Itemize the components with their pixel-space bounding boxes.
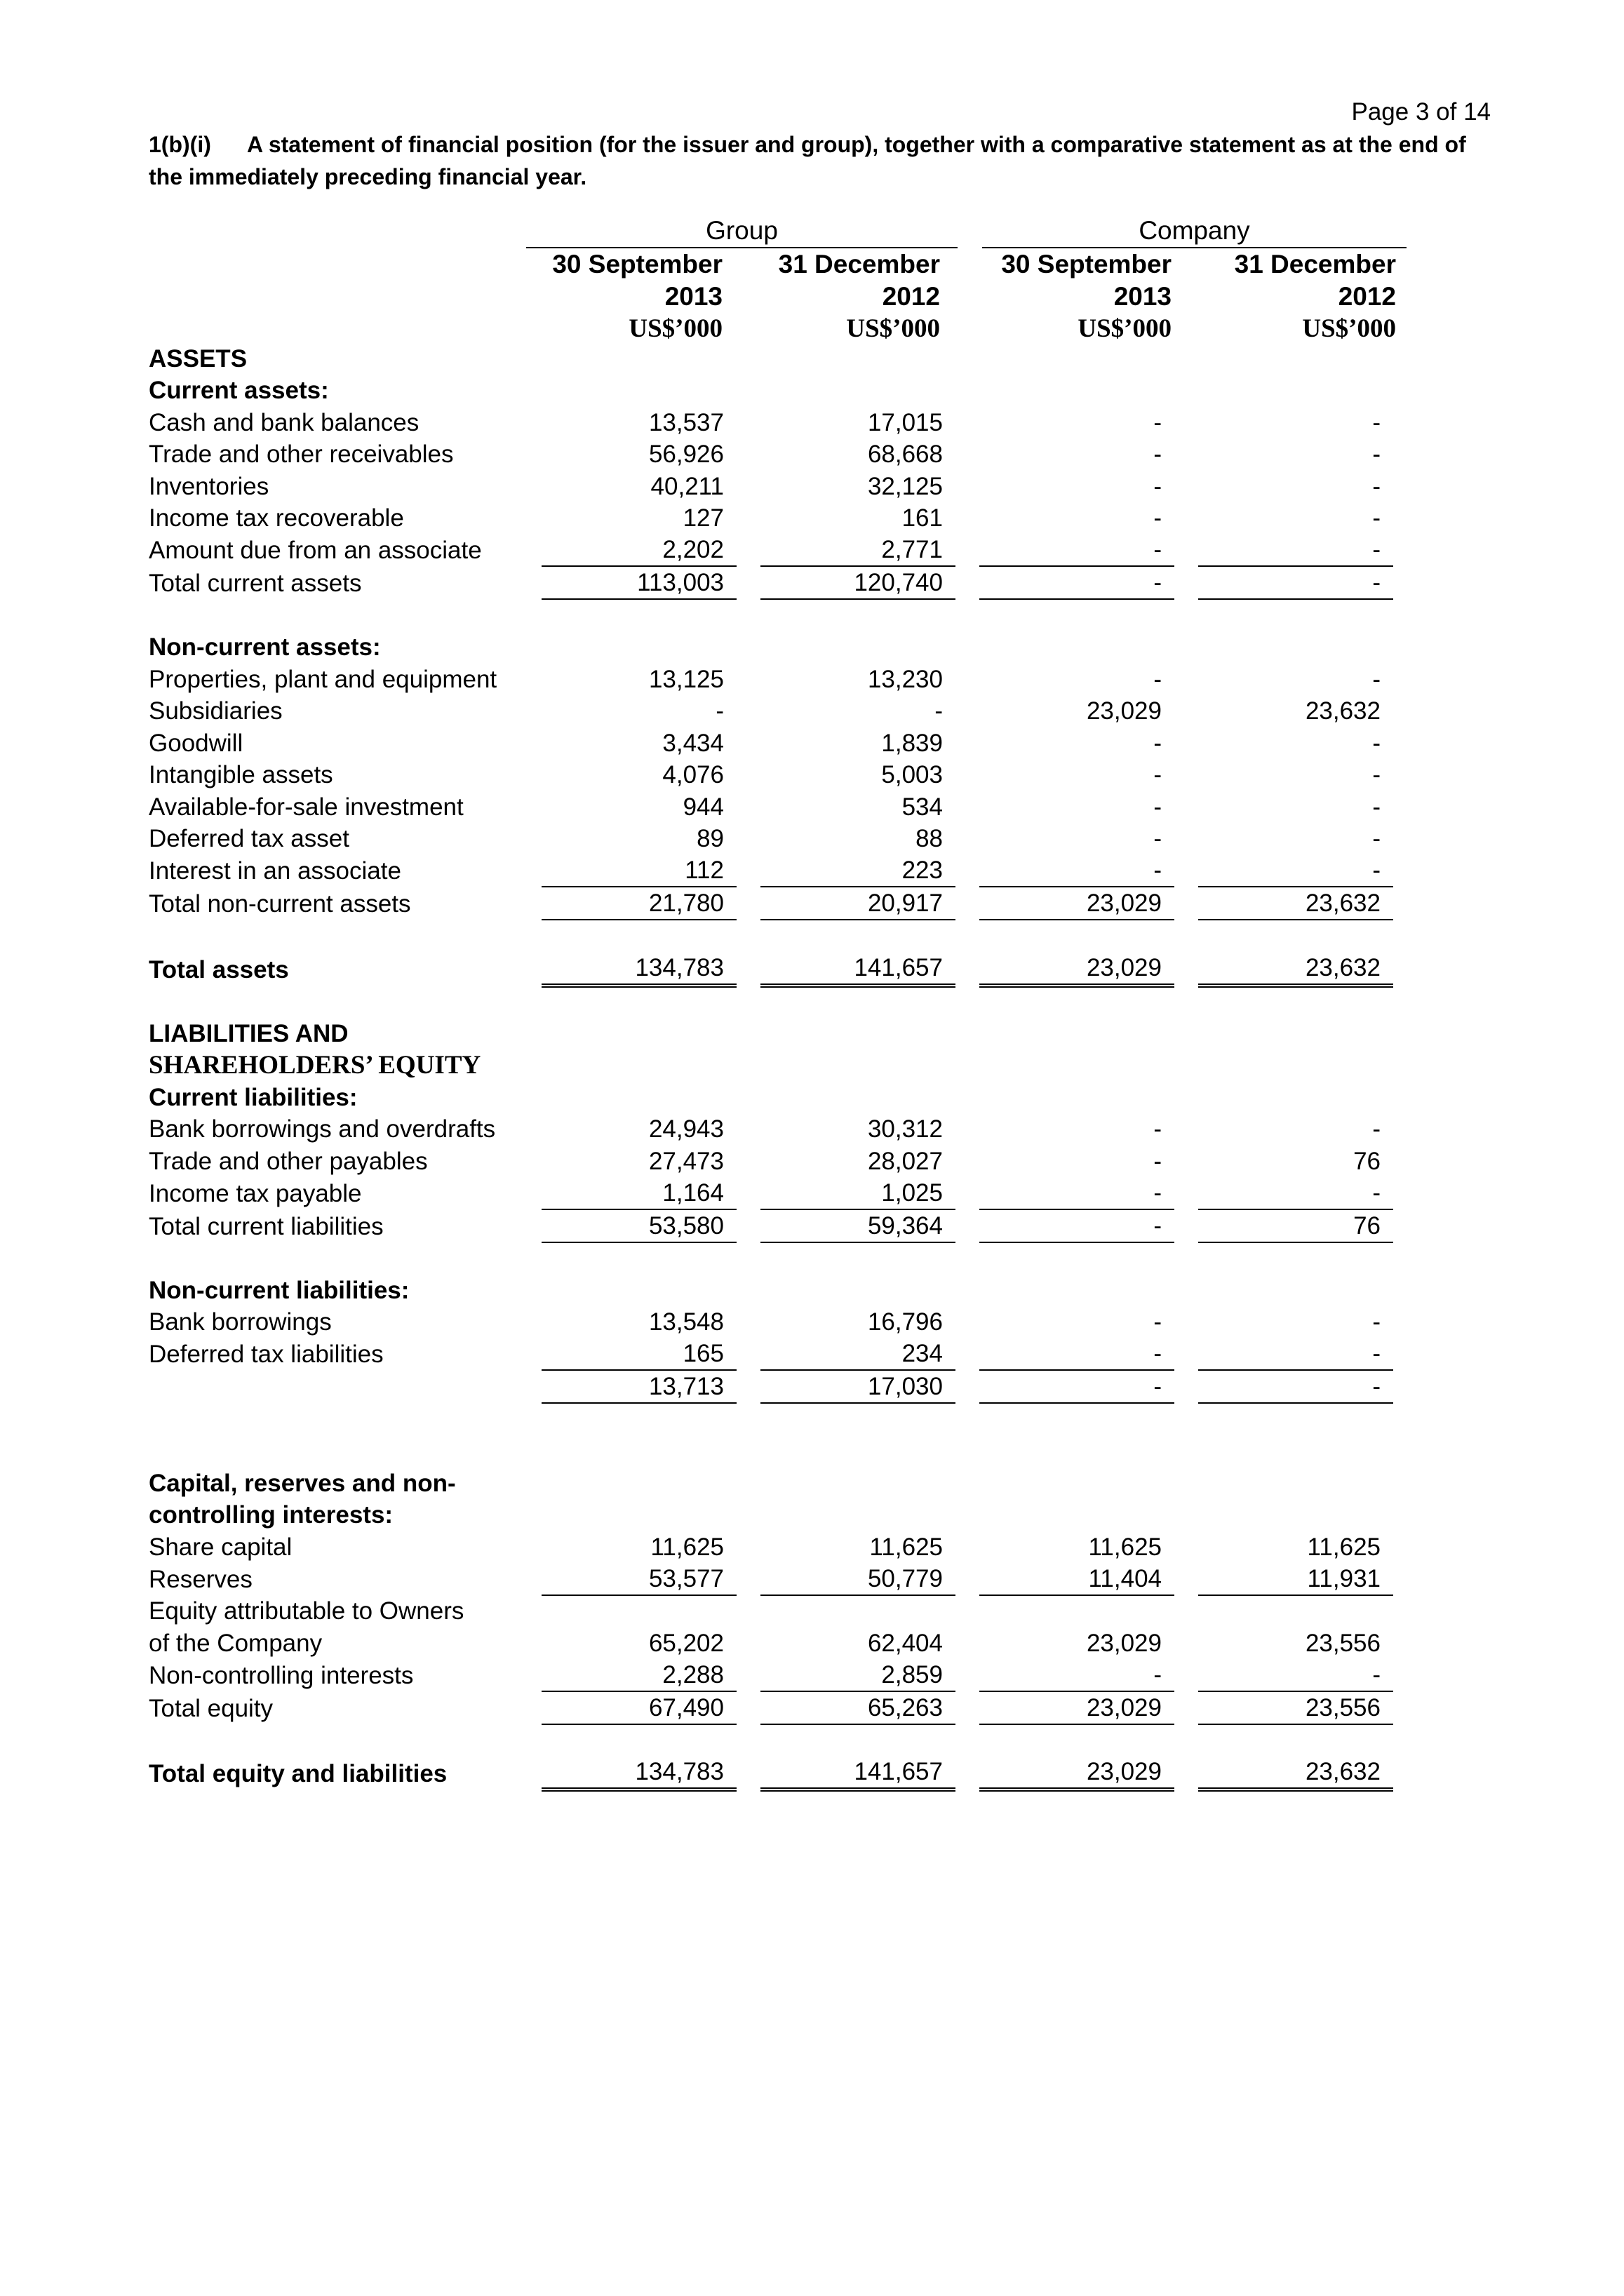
cell-value [542, 986, 737, 1018]
cell-value [760, 1467, 955, 1499]
cell-value: - [716, 697, 724, 725]
cell-value: 17,015 [867, 408, 943, 436]
table-row [149, 1081, 1393, 1113]
cell-value: 141,657 [760, 952, 955, 986]
cell-value: 21,780 [542, 887, 737, 920]
cell-value: 11,404 [979, 1563, 1174, 1595]
row-label: Cash and bank balances [149, 408, 420, 436]
cell-value: 23,632 [1198, 887, 1393, 920]
row-label: Bank borrowings and overdrafts [149, 1115, 496, 1143]
section-heading [149, 128, 1487, 193]
cell-value: - [1153, 1308, 1162, 1336]
cell-value [1198, 1435, 1393, 1468]
table-row [149, 470, 1393, 502]
cell-value: - [1372, 665, 1381, 693]
cell-value: - [1372, 793, 1381, 821]
row-label: Non-current liabilities: [149, 1276, 410, 1304]
cell-value [542, 1403, 737, 1435]
table-row [149, 1531, 1393, 1563]
cell-value [979, 1724, 1174, 1757]
cell-value: 1,025 [760, 1177, 955, 1209]
cell-value [542, 1274, 737, 1306]
cell-value [1198, 1242, 1393, 1275]
cell-value: - [1153, 441, 1162, 468]
cell-value: 2,859 [760, 1659, 955, 1691]
column-header-unit: US$’000 [629, 314, 723, 343]
cell-value: 23,632 [1305, 697, 1381, 725]
cell-value [760, 1242, 955, 1275]
cell-value: - [934, 697, 943, 725]
row-label: of the Company [149, 1629, 323, 1657]
cell-value: - [1153, 761, 1162, 788]
section-heading-text: A statement of financial position (for the issuer and group), together with a comparative statement as at the end of the immediately preceding financial year. [149, 132, 1466, 189]
table-row [149, 1370, 1393, 1403]
cell-value [1198, 1724, 1393, 1757]
cell-value [542, 1595, 737, 1627]
row-label: Reserves [149, 1565, 253, 1593]
table-row [149, 759, 1393, 791]
table-row [149, 1627, 1393, 1659]
table-row [149, 952, 1393, 986]
cell-value [1198, 631, 1393, 664]
table-row [149, 695, 1393, 727]
row-label: SHAREHOLDERS’ EQUITY [149, 1051, 481, 1080]
cell-value [760, 631, 955, 664]
cell-value: - [979, 534, 1174, 566]
cell-value: 89 [697, 825, 724, 852]
cell-value [760, 1435, 955, 1468]
cell-value: - [1153, 793, 1162, 821]
cell-value: 50,779 [760, 1563, 955, 1595]
row-label: Deferred tax asset [149, 825, 349, 852]
group-column-label: Group [706, 216, 778, 245]
cell-value: - [1153, 408, 1162, 436]
cell-value [979, 342, 1174, 375]
table-row [149, 342, 1393, 375]
cell-value [979, 920, 1174, 952]
cell-value: 23,029 [979, 1756, 1174, 1790]
row-label: Properties, plant and equipment [149, 665, 497, 693]
table-row [149, 920, 1393, 952]
table-row [149, 1209, 1393, 1242]
cell-value: - [1372, 761, 1381, 788]
cell-value: 65,202 [648, 1629, 724, 1657]
table-row [149, 727, 1393, 759]
cell-value: 120,740 [760, 566, 955, 599]
table-row [149, 986, 1393, 1018]
row-label: Non-current assets: [149, 633, 381, 661]
cell-value [760, 1499, 955, 1531]
cell-value: 127 [683, 504, 724, 532]
table-row [149, 791, 1393, 823]
row-label [149, 986, 519, 1018]
column-header-year: 2012 [1338, 282, 1396, 311]
row-label [149, 1724, 519, 1757]
cell-value [979, 631, 1174, 664]
cell-value [1198, 375, 1393, 407]
cell-value: - [1372, 441, 1381, 468]
cell-value: 23,556 [1198, 1691, 1393, 1724]
cell-value: 67,490 [542, 1691, 737, 1724]
cell-value: 113,003 [542, 566, 737, 599]
cell-value [1198, 1274, 1393, 1306]
cell-value: 2,202 [542, 534, 737, 566]
row-label: ASSETS [149, 344, 248, 372]
row-label: Bank borrowings [149, 1308, 332, 1336]
cell-value [979, 599, 1174, 631]
cell-value: 4,076 [662, 761, 724, 788]
row-label [149, 1370, 519, 1403]
cell-value: 20,917 [760, 887, 955, 920]
column-header-year: 2013 [664, 282, 723, 311]
cell-value [979, 986, 1174, 1018]
table-row [149, 1724, 1393, 1757]
row-label [149, 1403, 519, 1435]
cell-value: 23,029 [1086, 1629, 1162, 1657]
cell-value: 11,625 [1088, 1533, 1162, 1561]
row-label: Interest in an associate [149, 857, 401, 885]
cell-value: 76 [1198, 1209, 1393, 1242]
cell-value [760, 986, 955, 1018]
cell-value: 17,030 [760, 1370, 955, 1403]
table-row [149, 854, 1393, 887]
cell-value: - [979, 1659, 1174, 1691]
cell-value: 23,029 [979, 952, 1174, 986]
column-header-unit: US$’000 [1302, 314, 1396, 343]
row-label: LIABILITIES AND [149, 1019, 349, 1047]
row-label: Amount due from an associate [149, 537, 482, 564]
table-row [149, 1306, 1393, 1338]
row-label: Total assets [149, 955, 289, 983]
row-label: Subsidiaries [149, 697, 283, 725]
cell-value: - [1198, 1338, 1393, 1370]
table-row [149, 1017, 1393, 1049]
cell-value: - [1198, 854, 1393, 887]
column-header-year: 2013 [1113, 282, 1172, 311]
cell-value: - [1372, 504, 1381, 532]
table-row [149, 1049, 1393, 1082]
cell-value [760, 1017, 955, 1049]
cell-value: 88 [915, 825, 943, 852]
cell-value: 13,230 [867, 665, 943, 693]
row-label: Current assets: [149, 377, 329, 404]
cell-value [979, 1595, 1174, 1627]
cell-value: 223 [760, 854, 955, 887]
cell-value: 27,473 [648, 1147, 724, 1175]
cell-value: 53,577 [542, 1563, 737, 1595]
cell-value: 76 [1353, 1147, 1381, 1175]
cell-value: 3,434 [662, 729, 724, 757]
financial-position-table [149, 342, 1393, 1792]
cell-value [760, 1081, 955, 1113]
cell-value: - [1153, 665, 1162, 693]
cell-value: 30,312 [867, 1115, 943, 1143]
row-label: Current liabilities: [149, 1083, 358, 1111]
cell-value: 134,783 [542, 1756, 737, 1790]
cell-value: 23,029 [979, 1691, 1174, 1724]
cell-value: 23,029 [1086, 697, 1162, 725]
cell-value: 13,548 [648, 1308, 724, 1336]
table-row [149, 406, 1393, 438]
cell-value: - [1153, 472, 1162, 500]
cell-value: 23,632 [1198, 1756, 1393, 1790]
cell-value: - [1198, 1177, 1393, 1209]
cell-value: - [979, 566, 1174, 599]
cell-value: 1,839 [881, 729, 943, 757]
cell-value [1198, 1595, 1393, 1627]
cell-value: 11,931 [1198, 1563, 1393, 1595]
table-row [149, 823, 1393, 855]
cell-value [1198, 1081, 1393, 1113]
cell-value [979, 1081, 1174, 1113]
cell-value: 234 [760, 1338, 955, 1370]
cell-value: 23,029 [979, 887, 1174, 920]
cell-value: 112 [542, 854, 737, 887]
cell-value: 11,625 [1307, 1533, 1381, 1561]
cell-value [1198, 342, 1393, 375]
row-label: Total current liabilities [149, 1212, 384, 1240]
cell-value: - [1153, 825, 1162, 852]
row-label: Available-for-sale investment [149, 793, 464, 821]
table-row [149, 1659, 1393, 1691]
table-row [149, 375, 1393, 407]
row-label: Goodwill [149, 729, 243, 757]
row-label: Trade and other receivables [149, 441, 454, 468]
cell-value [542, 1049, 737, 1082]
table-row [149, 1177, 1393, 1209]
row-label: Capital, reserves and non- [149, 1469, 456, 1497]
table-row [149, 502, 1393, 535]
cell-value [542, 342, 737, 375]
cell-value [1198, 1467, 1393, 1499]
cell-value: 141,657 [760, 1756, 955, 1790]
row-label: Trade and other payables [149, 1147, 428, 1175]
table-row [149, 1338, 1393, 1370]
column-header-date: 31 December [778, 250, 940, 278]
cell-value [1198, 599, 1393, 631]
cell-value: - [979, 1209, 1174, 1242]
column-header-company-prior [1200, 248, 1396, 345]
cell-value: - [1153, 1115, 1162, 1143]
table-row [149, 1467, 1393, 1499]
table-row [149, 599, 1393, 631]
column-header-group-current [526, 248, 723, 345]
cell-value [979, 375, 1174, 407]
row-label: Non-controlling interests [149, 1661, 414, 1689]
cell-value: - [1198, 1370, 1393, 1403]
cell-value: - [1153, 504, 1162, 532]
table-row [149, 1756, 1393, 1790]
cell-value: 23,632 [1198, 952, 1393, 986]
row-label: Total equity [149, 1694, 274, 1722]
table-row [149, 534, 1393, 566]
table-row [149, 631, 1393, 664]
table-row [149, 566, 1393, 599]
cell-value: - [979, 1177, 1174, 1209]
cell-value [1198, 1017, 1393, 1049]
cell-value: 5,003 [881, 761, 943, 788]
cell-value: - [1372, 1308, 1381, 1336]
page-number: Page 3 of 14 [1351, 98, 1491, 126]
cell-value [1198, 986, 1393, 1018]
cell-value: - [1198, 566, 1393, 599]
cell-value: - [1372, 472, 1381, 500]
cell-value: 32,125 [867, 472, 943, 500]
cell-value: - [1372, 408, 1381, 436]
cell-value: 56,926 [648, 441, 724, 468]
row-label [149, 1242, 519, 1275]
row-label [149, 920, 519, 952]
cell-value: - [1372, 825, 1381, 852]
cell-value [542, 1499, 737, 1531]
cell-value [979, 1242, 1174, 1275]
cell-value [1198, 920, 1393, 952]
cell-value [760, 375, 955, 407]
cell-value [542, 599, 737, 631]
section-number: 1(b)(i) [149, 132, 211, 157]
row-label: Total current assets [149, 570, 362, 597]
cell-value: 13,125 [648, 665, 724, 693]
column-header-year: 2012 [882, 282, 940, 311]
row-label: Equity attributable to Owners [149, 1597, 464, 1625]
cell-value [542, 1467, 737, 1499]
cell-value [979, 1274, 1174, 1306]
row-label [149, 599, 519, 631]
row-label: Income tax payable [149, 1179, 362, 1207]
cell-value: 65,263 [760, 1691, 955, 1724]
cell-value [542, 1724, 737, 1757]
cell-value: 165 [542, 1338, 737, 1370]
cell-value: 2,288 [542, 1659, 737, 1691]
column-header-date: 30 September [1001, 250, 1172, 278]
row-label: Income tax recoverable [149, 504, 404, 532]
cell-value: - [1198, 534, 1393, 566]
cell-value: 13,713 [542, 1370, 737, 1403]
table-row [149, 887, 1393, 920]
table-row [149, 1563, 1393, 1595]
cell-value [1198, 1403, 1393, 1435]
cell-value: 2,771 [760, 534, 955, 566]
cell-value: - [1153, 1147, 1162, 1175]
cell-value: 68,668 [867, 441, 943, 468]
cell-value [760, 342, 955, 375]
cell-value: 534 [901, 793, 943, 821]
cell-value [542, 920, 737, 952]
row-label: Intangible assets [149, 761, 333, 788]
cell-value: 11,625 [869, 1533, 943, 1561]
cell-value [760, 1403, 955, 1435]
cell-value: 161 [901, 504, 943, 532]
table-row [149, 1113, 1393, 1146]
cell-value: 13,537 [648, 408, 724, 436]
cell-value [979, 1403, 1174, 1435]
cell-value [1198, 1049, 1393, 1082]
cell-value: 23,556 [1305, 1629, 1381, 1657]
cell-value: 944 [683, 793, 724, 821]
cell-value [979, 1499, 1174, 1531]
cell-value [760, 1595, 955, 1627]
cell-value: 1,164 [542, 1177, 737, 1209]
cell-value: 53,580 [542, 1209, 737, 1242]
row-label: Total equity and liabilities [149, 1760, 448, 1787]
row-label: controlling interests: [149, 1501, 394, 1529]
table-row [149, 1435, 1393, 1468]
row-label [149, 1435, 519, 1468]
table-row [149, 1595, 1393, 1627]
column-header-unit: US$’000 [1078, 314, 1172, 343]
column-header-date: 31 December [1234, 250, 1396, 278]
cell-value: - [979, 854, 1174, 887]
cell-value: - [1372, 729, 1381, 757]
cell-value: 24,943 [648, 1115, 724, 1143]
column-header-group-prior [744, 248, 940, 345]
cell-value [542, 1242, 737, 1275]
cell-value: - [1372, 1115, 1381, 1143]
cell-value [979, 1017, 1174, 1049]
cell-value [542, 1435, 737, 1468]
table-row [149, 1274, 1393, 1306]
cell-value [542, 631, 737, 664]
cell-value [979, 1467, 1174, 1499]
cell-value [542, 1081, 737, 1113]
table-row [149, 1403, 1393, 1435]
cell-value: - [979, 1338, 1174, 1370]
cell-value: 11,625 [650, 1533, 724, 1561]
cell-value: - [1153, 729, 1162, 757]
cell-value [760, 1274, 955, 1306]
cell-value [542, 1017, 737, 1049]
cell-value [979, 1435, 1174, 1468]
cell-value [760, 599, 955, 631]
row-label: Share capital [149, 1533, 293, 1561]
table-row [149, 1499, 1393, 1531]
row-label: Deferred tax liabilities [149, 1341, 384, 1368]
table-row [149, 663, 1393, 695]
table-row [149, 1242, 1393, 1275]
table-row [149, 1691, 1393, 1724]
cell-value [542, 375, 737, 407]
row-label: Inventories [149, 472, 269, 500]
cell-value: - [979, 1370, 1174, 1403]
cell-value [760, 920, 955, 952]
cell-value [760, 1049, 955, 1082]
column-header-date: 30 September [552, 250, 723, 278]
cell-value: 40,211 [650, 472, 724, 500]
table-row [149, 1145, 1393, 1177]
column-header-unit: US$’000 [846, 314, 940, 343]
cell-value [760, 1724, 955, 1757]
cell-value: - [1198, 1659, 1393, 1691]
cell-value: 62,404 [867, 1629, 943, 1657]
cell-value [1198, 1499, 1393, 1531]
cell-value: 16,796 [867, 1308, 943, 1336]
company-column-label: Company [1139, 216, 1250, 245]
cell-value: 134,783 [542, 952, 737, 986]
cell-value: 59,364 [760, 1209, 955, 1242]
column-header-company-current [975, 248, 1172, 345]
cell-value: 28,027 [867, 1147, 943, 1175]
row-label: Total non-current assets [149, 890, 411, 918]
cell-value [979, 1049, 1174, 1082]
table-row [149, 438, 1393, 471]
